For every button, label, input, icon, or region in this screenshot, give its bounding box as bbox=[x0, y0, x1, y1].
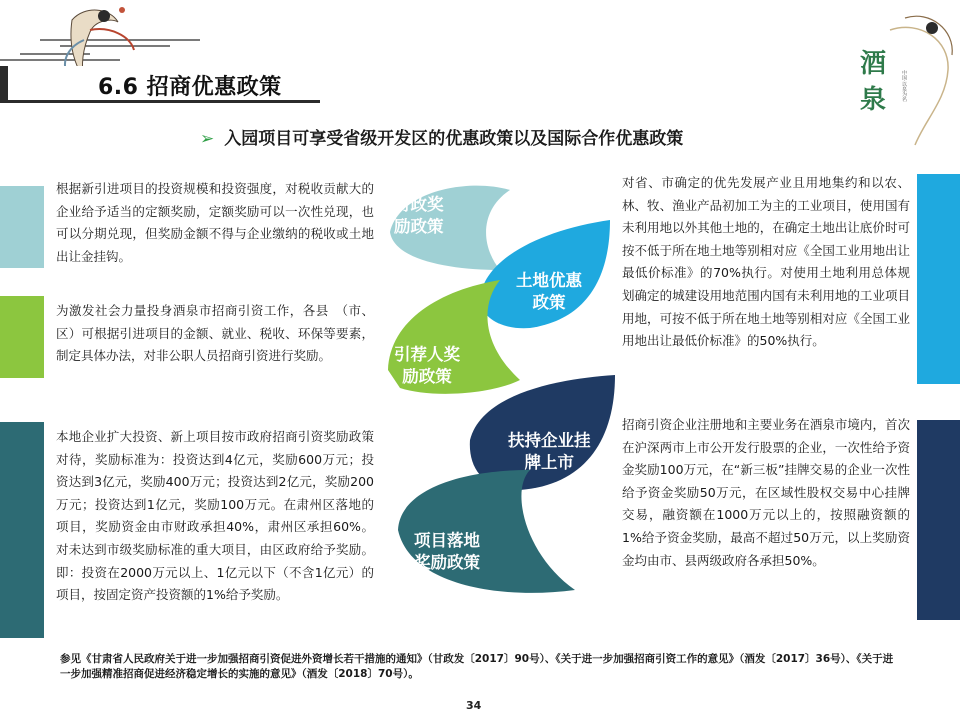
petal-label-land: 土地优惠 政策 bbox=[516, 271, 582, 312]
brand-logo bbox=[820, 0, 960, 150]
subtitle-text: 入园项目可享受省级开发区的优惠政策以及国际合作优惠政策 bbox=[224, 129, 684, 149]
accent-bar-right-2 bbox=[917, 420, 960, 620]
petal-label-referral: 引荐人奖 励政策 bbox=[394, 345, 460, 386]
referral-reward-text: 为激发社会力量投身酒泉市招商引资工作，各县 （市、区）可根据引进项目的金额、就业、税收、环保等要素，制定具体办法，对非公职人员招商引资进行奖励。 bbox=[56, 303, 374, 364]
footnote: 参见《甘肃省人民政府关于进一步加强招商引资促进外资增长若干措施的通知》（甘政发〔2017〕90号）、《关于进一步加强招商引资工作的意见》（酒发〔2017〕36号）、《关于进一步加强精准招商促进经济稳定增长的实施的意见》（酒发〔2018〕70号）。 bbox=[60, 653, 894, 680]
fiscal-reward-text: 根据新引进项目的投资规模和投资强度，对税收贡献大的企业给予适当的定额奖励，定额奖励可以一次性兑现，也可以分期兑现，但奖励金额不得与企业缴纳的税收或土地出让金挂钩。 bbox=[56, 181, 374, 264]
brand-tagline: 中国·以泉为名 bbox=[901, 70, 907, 102]
subtitle bbox=[200, 124, 683, 149]
page-title: 6.6 招商优惠政策 bbox=[98, 75, 282, 100]
accent-bar-left-2 bbox=[0, 296, 44, 378]
petal-label-listing: 扶持企业挂 牌上市 bbox=[508, 431, 591, 472]
accent-bar-right-1 bbox=[917, 174, 960, 384]
brand-char-2: 泉 bbox=[860, 85, 887, 115]
accent-bar-left-1 bbox=[0, 186, 44, 268]
accent-bar-left-3 bbox=[0, 422, 44, 638]
petal-label-fiscal: 财政奖 励政策 bbox=[394, 195, 444, 236]
petal-label-project: 项目落地 奖励政策 bbox=[414, 531, 480, 572]
page-number: 34 bbox=[466, 699, 482, 712]
bullet-arrow-icon: ➢ bbox=[200, 129, 215, 149]
project-landing-text: 本地企业扩大投资、新上项目按市政府招商引资奖励政策对待，奖励标准为：投资达到4亿元，奖励600万元；投资达到3亿元，奖励400万元；投资达到2亿元，奖励200万元；投资达到1亿元，奖励100万元。在肃州区落地的项目，奖励资金由市财政承担40%，肃州区承担60%。对未达到市级奖励标准的重大项目，由区政府给予奖励。即：投资在2000万元以上、1亿元以下（不含1亿元）的项目，按固定资产投资额的1%给予奖励。 bbox=[56, 429, 374, 603]
land-policy-text: 对省、市确定的优先发展产业且用地集约和以农、林、牧、渔业产品初加工为主的工业项目，使用国有未利用地以外其他土地的，在确定土地出让底价时可按不低于所在地土地等别相对应《全国工业用地出让最低价标准》的70%执行。对使用土地利用总体规划确定的城建设用地范围内国有未利用地的工业项目用地，可按不低于所在地土地等别相对应《全国工业用地出让最低价标准》的50%执行。 bbox=[622, 175, 910, 349]
listing-support-text: 招商引资企业注册地和主要业务在酒泉市境内，首次在沪深两市上市公开发行股票的企业，一次性给予资金奖励100万元，在“新三板”挂牌交易的企业一次性给予资金奖励50万元，在区域性股权交易中心挂牌交易，融资额在1000万元以上的，按照融资额的1%给予资金奖励，最高不超过50万元，以上奖励资金均由市、县两级政府各承担50%。 bbox=[622, 417, 910, 568]
brand-char-1: 酒 bbox=[860, 49, 887, 79]
